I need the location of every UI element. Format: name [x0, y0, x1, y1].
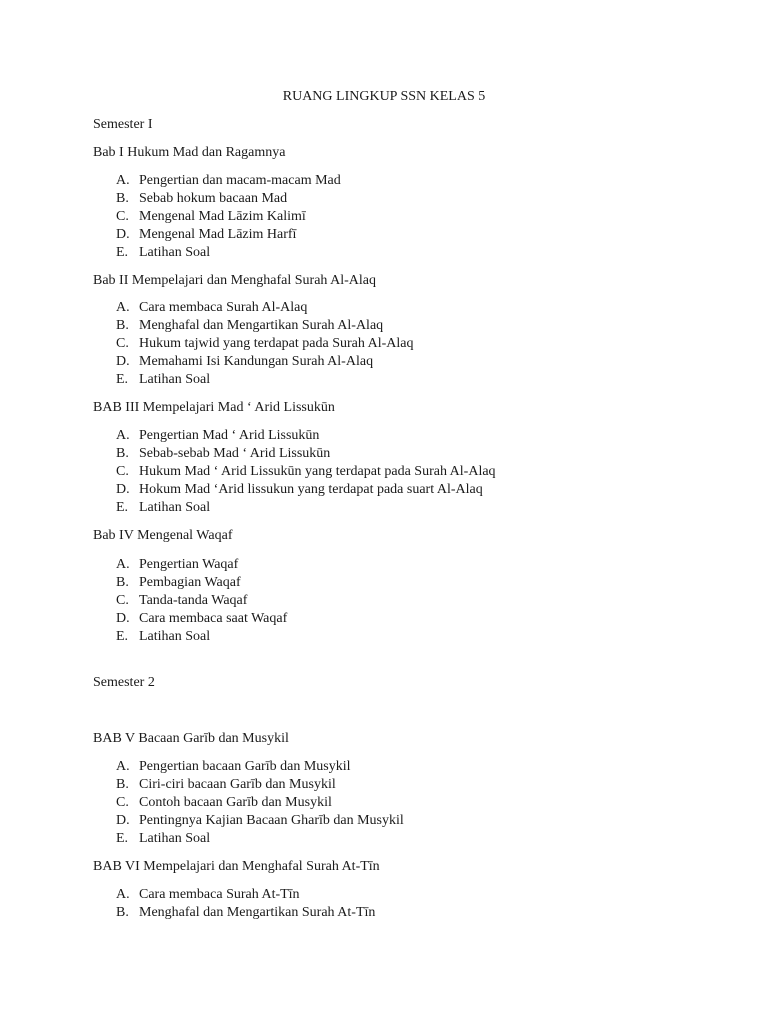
list-item-letter: A. [116, 557, 130, 572]
list-item [116, 335, 413, 353]
list-item-text: Hukum Mad ‘ Arid Lissukūn yang terdapat pada Surah Al-Alaq [139, 464, 496, 479]
list-item-text: Pengertian dan macam-macam Mad [139, 173, 341, 188]
list-item [116, 628, 210, 646]
chapter-heading: BAB V Bacaan Garīb dan Musykil [93, 731, 289, 746]
list-item-text: Latihan Soal [139, 629, 211, 644]
list-item-letter: C. [116, 209, 129, 224]
document-title: RUANG LINGKUP SSN KELAS 5 [282, 89, 486, 104]
list-item-letter: E. [116, 500, 129, 515]
chapter-heading: Bab II Mempelajari dan Menghafal Surah Al-Alaq [93, 273, 377, 288]
semester-2-label: Semester 2 [93, 675, 155, 690]
list-item-letter: A. [116, 173, 130, 188]
chapter-heading: BAB III Mempelajari Mad ‘ Arid Lissukūn [93, 400, 335, 415]
list-item [116, 904, 375, 922]
list-item-text: Latihan Soal [139, 245, 211, 260]
semester-1-label: Semester I [93, 117, 153, 132]
list-item-text: Cara membaca Surah At-Tīn [139, 887, 300, 902]
list-item-letter: E. [116, 629, 129, 644]
list-item-text: Menghafal dan Mengartikan Surah At-Tīn [139, 905, 376, 920]
list-item [116, 190, 287, 208]
list-item-text: Pengertian Mad ‘ Arid Lissukūn [139, 428, 320, 443]
list-item-text: Latihan Soal [139, 500, 211, 515]
list-item-letter: B. [116, 446, 129, 461]
list-item [116, 499, 210, 517]
list-item [116, 172, 341, 190]
list-item [116, 776, 336, 794]
list-item [116, 445, 330, 463]
list-item [116, 610, 287, 628]
list-item-text: Menghafal dan Mengartikan Surah Al-Alaq [139, 318, 384, 333]
list-item-text: Contoh bacaan Garīb dan Musykil [139, 795, 332, 810]
list-item-text: Latihan Soal [139, 831, 211, 846]
list-item-letter: A. [116, 428, 130, 443]
list-item-letter: E. [116, 245, 129, 260]
list-item [116, 427, 319, 445]
list-item-text: Mengenal Mad Lāzim Kalimī [139, 209, 306, 224]
list-item-letter: B. [116, 777, 129, 792]
list-item-text: Cara membaca Surah Al-Alaq [139, 300, 308, 315]
list-item-letter: D. [116, 482, 130, 497]
list-item-letter: D. [116, 813, 130, 828]
list-item-letter: D. [116, 354, 130, 369]
list-item-text: Pentingnya Kajian Bacaan Gharīb dan Musykil [139, 813, 404, 828]
list-item-text: Hukum tajwid yang terdapat pada Surah Al-Alaq [139, 336, 414, 351]
list-item [116, 208, 306, 226]
list-item-text: Memahami Isi Kandungan Surah Al-Alaq [139, 354, 374, 369]
list-item [116, 299, 307, 317]
list-item-text: Cara membaca saat Waqaf [139, 611, 288, 626]
list-item-letter: C. [116, 336, 129, 351]
list-item-letter: E. [116, 372, 129, 387]
list-item-text: Latihan Soal [139, 372, 211, 387]
list-item-text: Sebab hokum bacaan Mad [139, 191, 288, 206]
list-item [116, 371, 210, 389]
chapter-heading: BAB VI Mempelajari dan Menghafal Surah At-Tīn [93, 859, 380, 874]
list-item-text: Pengertian bacaan Garīb dan Musykil [139, 759, 351, 774]
list-item-text: Pengertian Waqaf [139, 557, 239, 572]
list-item [116, 463, 496, 481]
list-item [116, 556, 238, 574]
list-item-letter: A. [116, 887, 130, 902]
list-item [116, 317, 383, 335]
list-item-letter: C. [116, 795, 129, 810]
list-item [116, 574, 241, 592]
list-item [116, 886, 300, 904]
list-item-text: Sebab-sebab Mad ‘ Arid Lissukūn [139, 446, 331, 461]
list-item-letter: C. [116, 464, 129, 479]
chapter-heading: Bab I Hukum Mad dan Ragamnya [93, 145, 286, 160]
list-item [116, 592, 247, 610]
list-item-letter: D. [116, 611, 130, 626]
list-item [116, 812, 404, 830]
list-item-text: Hokum Mad ‘Arid lissukun yang terdapat pada suart Al-Alaq [139, 482, 483, 497]
list-item-letter: E. [116, 831, 129, 846]
list-item-text: Pembagian Waqaf [139, 575, 241, 590]
list-item-letter: B. [116, 575, 129, 590]
list-item [116, 353, 373, 371]
list-item-text: Tanda-tanda Waqaf [139, 593, 248, 608]
list-item-letter: B. [116, 191, 129, 206]
list-item [116, 758, 351, 776]
list-item [116, 244, 210, 262]
list-item [116, 794, 332, 812]
list-item-letter: B. [116, 318, 129, 333]
list-item-letter: A. [116, 300, 130, 315]
list-item [116, 830, 210, 848]
list-item [116, 226, 296, 244]
list-item-letter: D. [116, 227, 130, 242]
list-item-letter: C. [116, 593, 129, 608]
list-item [116, 481, 483, 499]
list-item-letter: B. [116, 905, 129, 920]
list-item-text: Ciri-ciri bacaan Garīb dan Musykil [139, 777, 336, 792]
list-item-letter: A. [116, 759, 130, 774]
chapter-heading: Bab IV Mengenal Waqaf [93, 528, 233, 543]
list-item-text: Mengenal Mad Lāzim Harfī [139, 227, 297, 242]
